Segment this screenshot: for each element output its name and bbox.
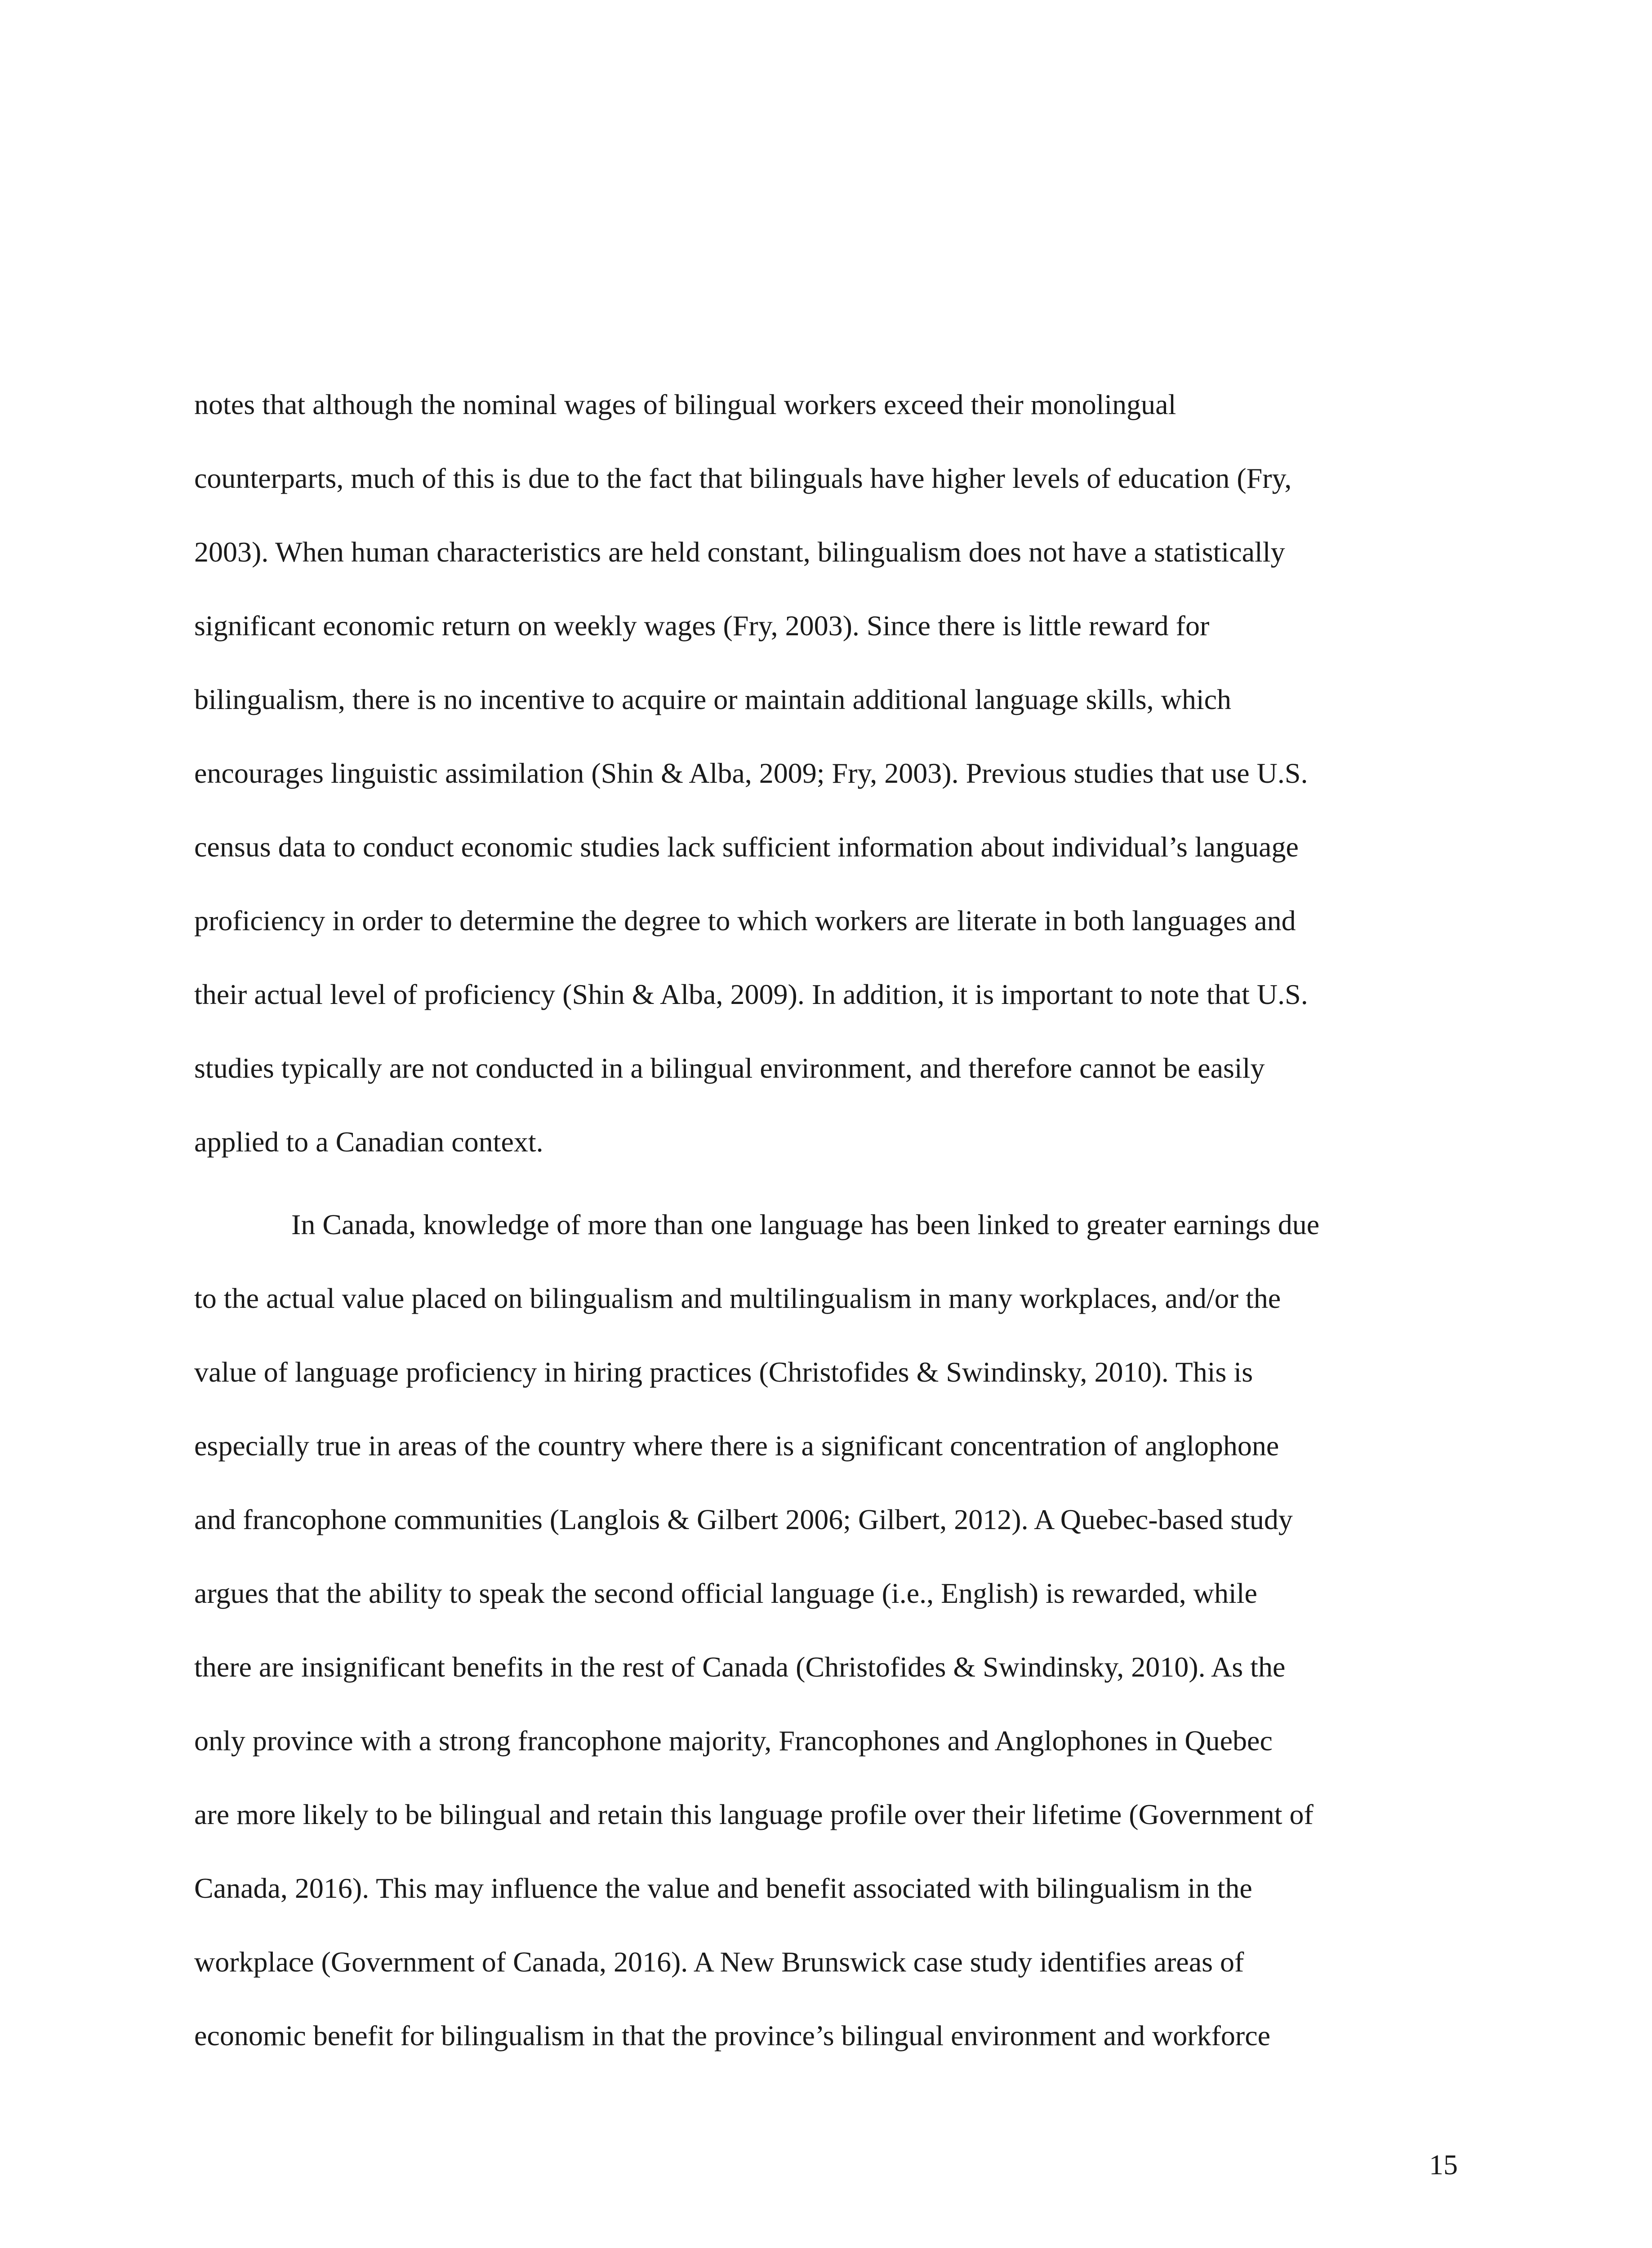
- paragraph-line: there are insignificant benefits in the rest of Canada (Christofides & Swindinsky, 2010). As the: [194, 1651, 1286, 1683]
- paragraph-line: argues that the ability to speak the second official language (i.e., English) is rewarded, while: [194, 1577, 1257, 1609]
- body-text: [194, 368, 1456, 2073]
- paragraph-line: Canada, 2016). This may influence the value and benefit associated with bilingualism in the: [194, 1872, 1252, 1904]
- paragraph-line: significant economic return on weekly wages (Fry, 2003). Since there is little reward for: [194, 610, 1210, 642]
- paragraph-line: especially true in areas of the country where there is a significant concentration of anglophone: [194, 1430, 1279, 1462]
- paragraph-line: census data to conduct economic studies lack sufficient information about individual’s language: [194, 831, 1299, 863]
- paragraph-2: [194, 1188, 1456, 2073]
- paragraph-line: economic benefit for bilingualism in that the province’s bilingual environment and workforce: [194, 2020, 1270, 2052]
- paragraph-line: are more likely to be bilingual and retain this language profile over their lifetime (Government of: [194, 1798, 1314, 1830]
- paragraph-line: their actual level of proficiency (Shin & Alba, 2009). In addition, it is important to note that U.S.: [194, 978, 1308, 1010]
- paragraph-line: encourages linguistic assimilation (Shin & Alba, 2009; Fry, 2003). Previous studies that use U.S.: [194, 757, 1308, 789]
- paragraph-line: In Canada, knowledge of more than one language has been linked to greater earnings due: [291, 1209, 1320, 1240]
- paragraph-line: workplace (Government of Canada, 2016). A New Brunswick case study identifies areas of: [194, 1946, 1244, 1978]
- paragraph-spacer: [194, 1179, 1456, 1188]
- paragraph-line: to the actual value placed on bilingualism and multilingualism in many workplaces, and/or the: [194, 1282, 1281, 1314]
- paragraph-1: [194, 368, 1456, 1179]
- paragraph-line: and francophone communities (Langlois & Gilbert 2006; Gilbert, 2012). A Quebec-based study: [194, 1503, 1293, 1535]
- paragraph-line: applied to a Canadian context.: [194, 1126, 543, 1158]
- paragraph-line: proficiency in order to determine the degree to which workers are literate in both languages and: [194, 905, 1296, 937]
- paragraph-line: bilingualism, there is no incentive to acquire or maintain additional language skills, which: [194, 683, 1231, 715]
- page-number: 15: [1429, 2149, 1458, 2181]
- paragraph-line: studies typically are not conducted in a bilingual environment, and therefore cannot be easily: [194, 1052, 1265, 1084]
- paragraph-line: 2003). When human characteristics are held constant, bilingualism does not have a statistically: [194, 536, 1285, 568]
- paragraph-line: notes that although the nominal wages of bilingual workers exceed their monolingual: [194, 388, 1176, 420]
- paragraph-line: counterparts, much of this is due to the fact that bilinguals have higher levels of education (Fry,: [194, 462, 1292, 494]
- paragraph-line: only province with a strong francophone majority, Francophones and Anglophones in Quebec: [194, 1725, 1273, 1757]
- paragraph-line: value of language proficiency in hiring practices (Christofides & Swindinsky, 2010). This is: [194, 1356, 1253, 1388]
